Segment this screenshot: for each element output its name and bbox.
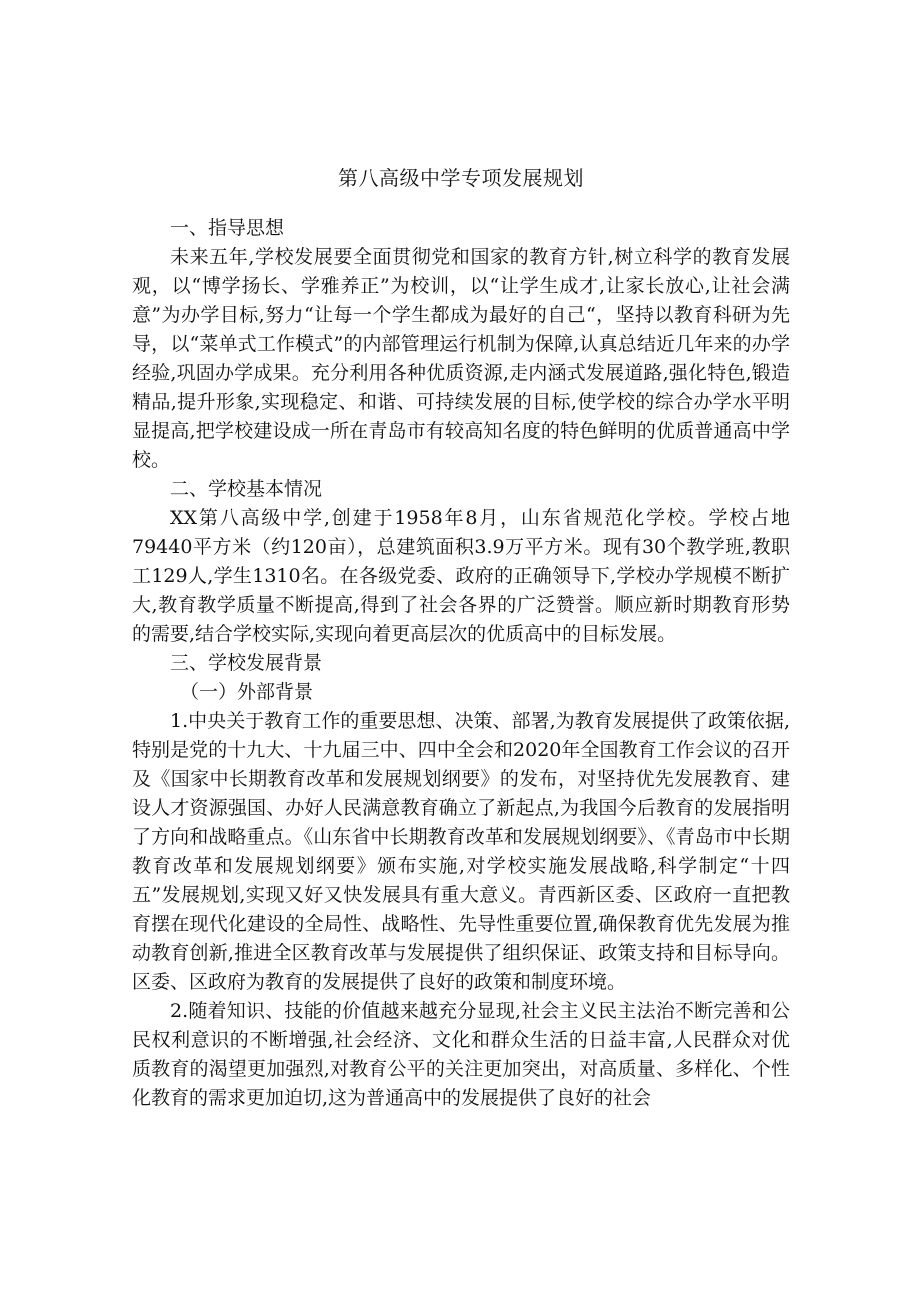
section-heading: 二、学校基本情况 <box>170 478 323 500</box>
paragraph: 未来五年,学校发展要全面贯彻党和国家的教育方针,树立科学的教育发展观，以“博学扬长、学雅养正”为校训，以“让学生成才,让家长放心,让社会满意”为办学目标,努力“让每一个学生都成为最好的自己“，坚持以教育科研为先导，以“菜单式工作模式”的内部管理运行机制为保障,认真总结近几年来的办学经验,巩固办学成果。充分利用各种优质资源,走内涵式发展道路,强化特色,锻造精品,提升形象,实现稳定、和谐、可持续发展的目标,使学校的综合办学水平明显提高,把学校建设成一所在青岛市有较高知名度的特色鲜明的优质普通高中学校。 <box>132 246 790 471</box>
document-body <box>132 214 790 1113</box>
paragraph: XX第八高级中学,创建于1958年8月，山东省规范化学校。学校占地79440平方米（约120亩），总建筑面积3.9万平方米。现有30个教学班,教职工129人,学生1310名。在各级党委、政府的正确领导下,学校办学规模不断扩大,教育教学质量不断提高,得到了社会各界的广泛赞誉。顺应新时期教育形势的需要,结合学校实际,实现向着更高层次的优质高中的目标发展。 <box>132 507 790 645</box>
section-subheading: （一）外部背景 <box>180 681 314 703</box>
paragraph: 1.中央关于教育工作的重要思想、决策、部署,为教育发展提供了政策依据,特别是党的十九大、十九届三中、四中全会和2020年全国教育工作会议的召开及《国家中长期教育改革和发展规划纲要》的发布，对坚持优先发展教育、建设人才资源强国、办好人民满意教育确立了新起点,为我国今后教育的发展指明了方向和战略重点。《山东省中长期教育改革和发展规划纲要》、《青岛市中长期教育改革和发展规划纲要》颁布实施,对学校实施发展战略,科学制定“十四五”发展规划,实现又好又快发展具有重大意义。青西新区委、区政府一直把教育摆在现代化建设的全局性、战略性、先导性重要位置,确保教育优先发展为推动教育创新,推进全区教育改革与发展提供了组织保证、政策支持和目标导向。区委、区政府为教育的发展提供了良好的政策和制度环境。 <box>132 710 790 993</box>
document-title: 第八高级中学专项发展规划 <box>338 166 584 190</box>
section-development-background <box>132 649 790 1113</box>
section-school-basic-info <box>132 475 790 649</box>
section-guiding-ideology <box>132 214 790 475</box>
document-page <box>132 0 790 1113</box>
paragraph: 2.随着知识、技能的价值越来越充分显现,社会主义民主法治不断完善和公民权利意识的不断增强,社会经济、文化和群众生活的日益丰富,人民群众对优质教育的渴望更加强烈,对教育公平的关注更加突出，对高质量、多样化、个性化教育的需求更加迫切,这为普通高中的发展提供了良好的社会 <box>132 1000 790 1109</box>
section-heading: 一、指导思想 <box>170 217 285 239</box>
section-heading: 三、学校发展背景 <box>170 652 323 674</box>
